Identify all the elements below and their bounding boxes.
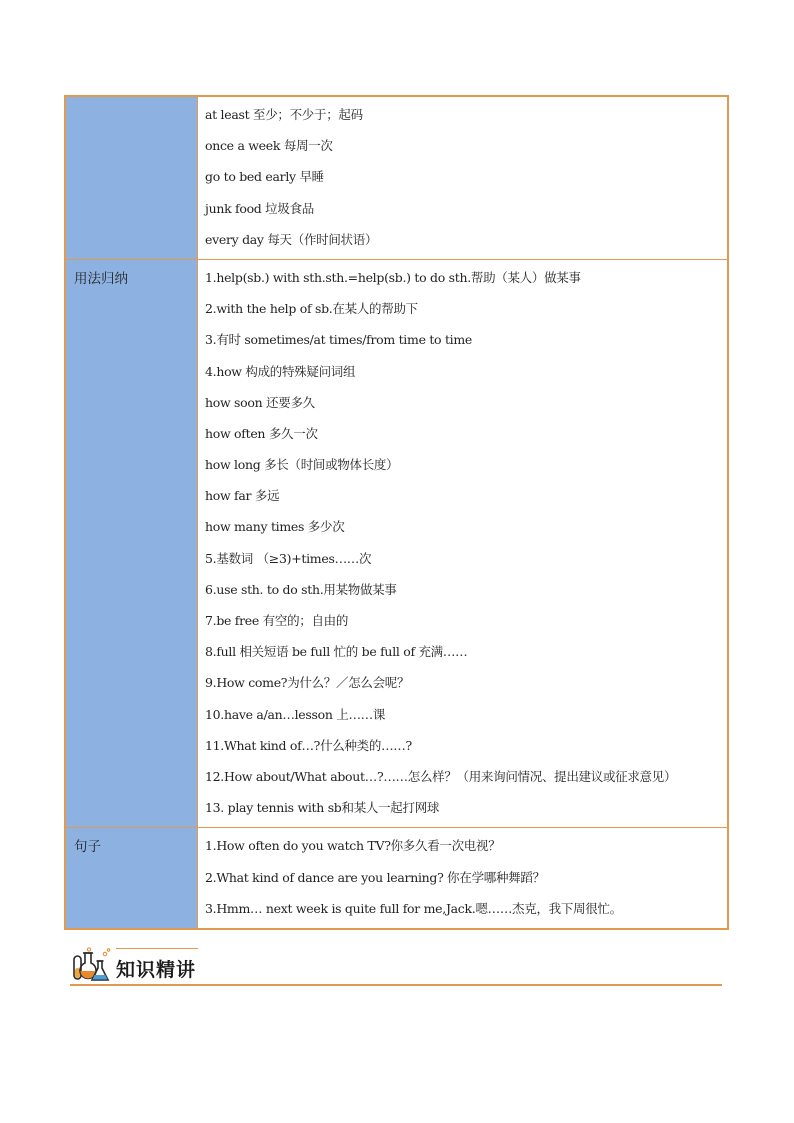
row-label [66, 97, 198, 259]
usage-line: 13. play tennis with sb和某人一起打网球 [205, 800, 440, 816]
row-label-usage: 用法归纳 [66, 260, 198, 827]
usage-line: 9.How come?为什么？／怎么会呢？ [205, 675, 410, 691]
section-header [70, 945, 722, 987]
usage-line: 7.be free 有空的；自由的 [205, 613, 349, 628]
header-accent-line [116, 948, 198, 949]
row-content [198, 97, 727, 259]
usage-line: 2.with the help of sb.在某人的帮助下 [205, 301, 418, 317]
usage-line: 3.有时 sometimes/at times/from time to time [205, 332, 473, 348]
phrase-line: at least 至少；不少于；起码 [205, 107, 363, 122]
sentence-line: 3.Hmm… next week is quite full for me,Jack.嗯……杰克，我下周很忙。 [205, 900, 622, 916]
row-content [198, 260, 727, 827]
usage-line: how long 多长（时间或物体长度） [205, 457, 399, 473]
usage-line: 10.have a/an…lesson 上……课 [205, 706, 386, 722]
lab-flask-icon [70, 947, 112, 985]
usage-line: how many times 多少次 [205, 519, 345, 535]
usage-line: how far 多远 [205, 488, 280, 504]
table-row-sentences [66, 827, 727, 928]
usage-line: how soon 还要多久 [205, 394, 315, 410]
row-label-sentences: 句子 [66, 828, 198, 928]
sentence-line: 2.What kind of dance are you learning? 你在学哪种舞蹈？ [205, 869, 545, 885]
usage-line: 12.How about/What about…?……怎么样？（用来询问情况、提出建议或征求意见） [205, 768, 677, 784]
usage-line: how often 多久一次 [205, 425, 318, 441]
section-divider [70, 984, 722, 986]
usage-line: 6.use sth. to do sth.用某物做某事 [205, 581, 397, 597]
usage-line: 4.how 构成的特殊疑问词组 [205, 363, 356, 379]
table-row-usage [66, 259, 727, 827]
row-content [198, 828, 727, 928]
phrase-line: go to bed early 早睡 [205, 169, 324, 185]
sentence-line: 1.How often do you watch TV?你多久看一次电视？ [205, 838, 501, 854]
phrase-line: every day 每天（作时间状语） [205, 231, 378, 247]
phrase-line: once a week 每周一次 [205, 138, 333, 154]
usage-line: 5.基数词 （≥3)+times……次 [205, 550, 372, 566]
section-title: 知识精讲 [116, 959, 197, 981]
vocabulary-table [64, 95, 729, 930]
phrase-line: junk food 垃圾食品 [205, 200, 314, 216]
usage-line: 8.full 相关短语 be full 忙的 be full of 充满…… [205, 644, 468, 660]
usage-line: 11.What kind of…?什么种类的……? [205, 737, 412, 753]
table-row-phrases [66, 97, 727, 259]
usage-line: 1.help(sb.) with sth.sth.=help(sb.) to do sth.帮助（某人）做某事 [205, 269, 581, 285]
